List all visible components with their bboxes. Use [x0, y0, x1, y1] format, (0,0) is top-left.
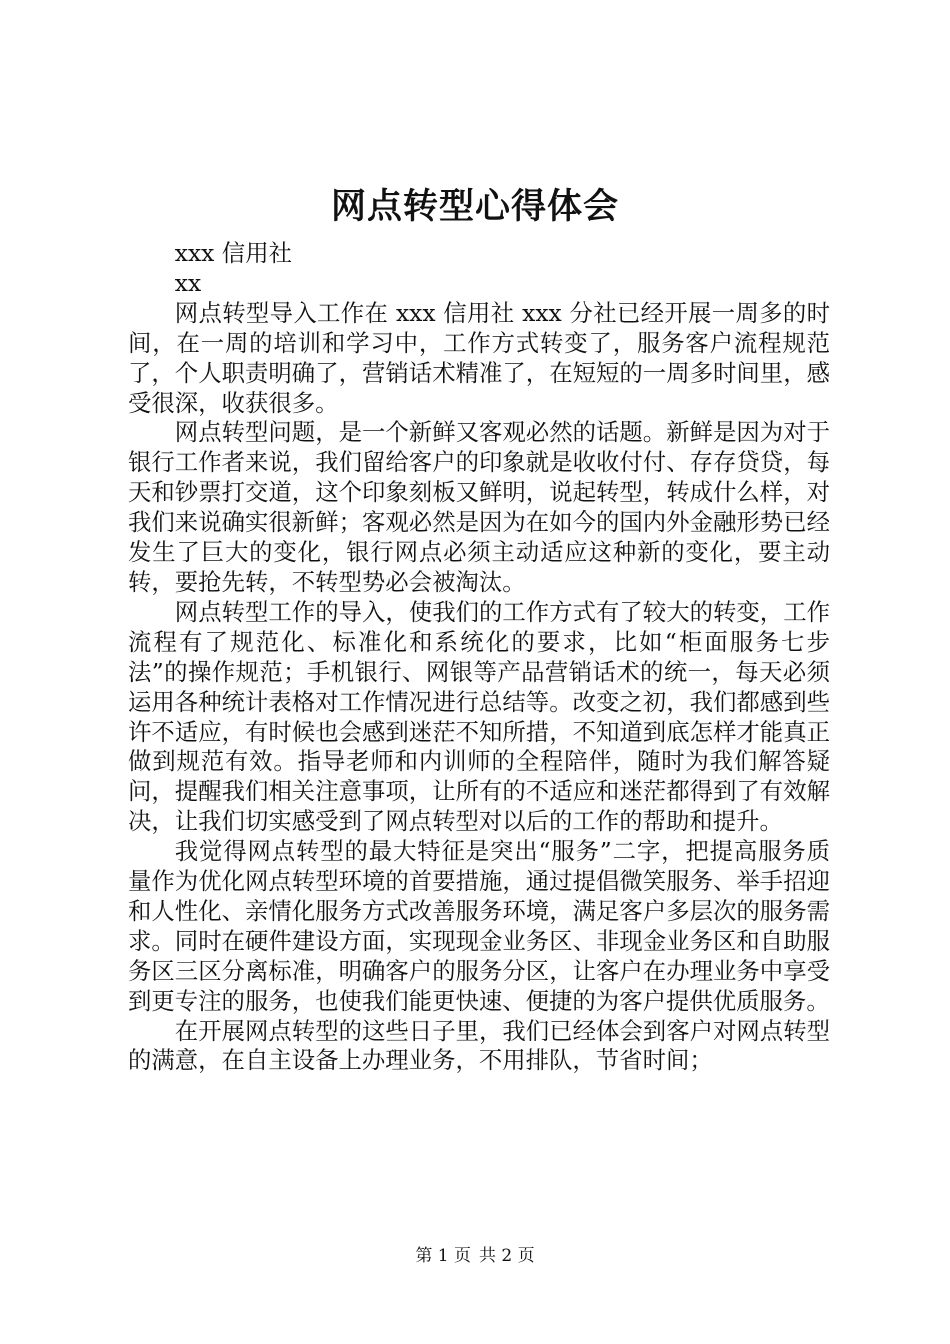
- paragraph: 网点转型问题，是一个新鲜又客观必然的话题。新鲜是因为对于银行工作者来说，我们留给客户的印象就是收收付付、存存贷贷，每天和钞票打交道，这个印象刻板又鲜明，说起转型，转成什么样，对我们来说确实很新鲜；客观必然是因为在如今的国内外金融形势已经发生了巨大的变化，银行网点必须主动适应这种新的变化，要主动转，要抢先转，不转型势必会被淘汰。: [128, 418, 830, 596]
- paragraph: 网点转型工作的导入，使我们的工作方式有了较大的转变，工作流程有了规范化、标准化和系统化的要求，比如“柜面服务七步法”的操作规范；手机银行、网银等产品营销话术的统一，每天必须运用各种统计表格对工作情况进行总结等。改变之初，我们都感到些许不适应，有时候也会感到迷茫不知所措，不知道到底怎样才能真正做到规范有效。指导老师和内训师的全程陪伴，随时为我们解答疑问，提醒我们相关注意事项，让所有的不适应和迷茫都得到了有效解决，让我们切实感受到了网点转型对以后的工作的帮助和提升。: [128, 597, 830, 836]
- page-number: 第 1 页: [415, 1246, 471, 1266]
- paragraph: 在开展网点转型的这些日子里，我们已经体会到客户对网点转型的满意，在自主设备上办理业务，不用排队，节省时间；: [128, 1016, 830, 1075]
- document-title: 网点转型心得体会: [330, 186, 619, 227]
- paragraph: 网点转型导入工作在 xxx 信用社 xxx 分社已经开展一周多的时间，在一周的培训和学习中，工作方式转变了，服务客户流程规范了，个人职责明确了，营销话术精准了，在短短的一周多时间里，感受很深，收获很多。: [128, 298, 830, 417]
- organization-line: xxx 信用社: [174, 239, 292, 267]
- page-total: 共 2 页: [479, 1246, 535, 1266]
- page-footer: [0, 1244, 950, 1268]
- author-line: xx: [174, 268, 202, 297]
- paragraph: 我觉得网点转型的最大特征是突出“服务”二字，把提高服务质量作为优化网点转型环境的首要措施，通过提倡微笑服务、举手招迎和人性化、亲情化服务方式改善服务环境，满足客户多层次的服务需求。同时在硬件建设方面，实现现金业务区、非现金业务区和自助服务区三区分离标准，明确客户的服务分区，让客户在办理业务中享受到更专注的服务，也使我们能更快速、便捷的为客户提供优质服务。: [128, 837, 830, 1015]
- document-body: [128, 239, 830, 1076]
